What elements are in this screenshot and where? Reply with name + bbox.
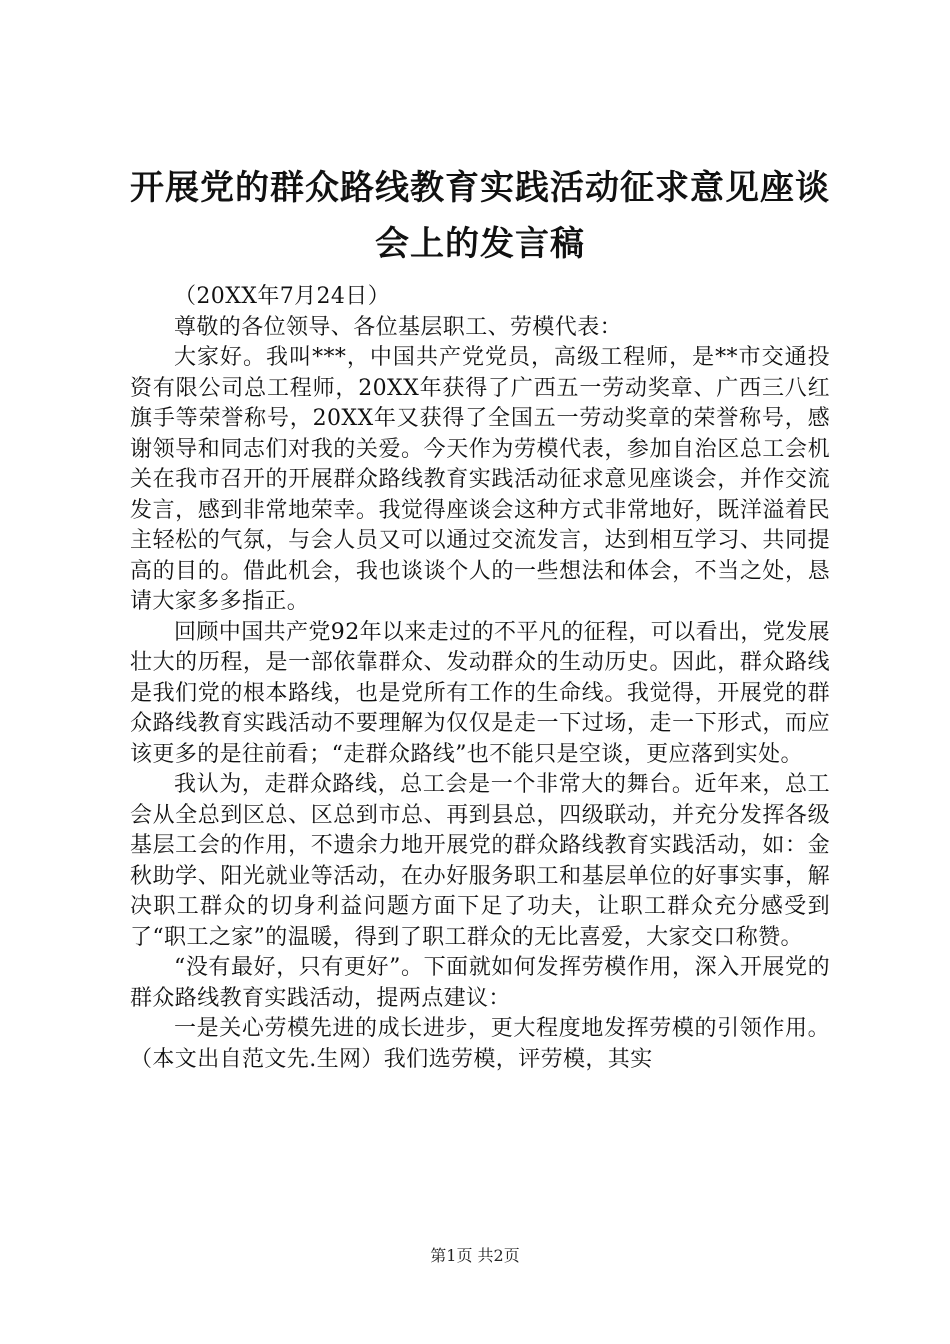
document-body bbox=[130, 282, 830, 1075]
paragraph-suggestions: “没有最好，只有更好”。下面就如何发挥劳模作用，深入开展党的群众路线教育实践活动，提两点建议： bbox=[130, 955, 830, 1011]
date-line: （20XX年7月24日） bbox=[174, 284, 391, 309]
document-title bbox=[130, 160, 830, 272]
title-line-1: 开展党的群众路线教育实践活动征求意见座谈 bbox=[130, 168, 830, 208]
document-page bbox=[130, 160, 830, 1075]
title-line-2: 会上的发言稿 bbox=[375, 224, 585, 264]
paragraph-intro: 大家好。我叫***，中国共产党党员，高级工程师，是**市交通投资有限公司总工程师，20XX年获得了广西五一劳动奖章、广西三八红旗手等荣誉称号，20XX年又获得了全国五一劳动奖章的荣誉称号，感谢领导和同志们对我的关爱。今天作为劳模代表，参加自治区总工会机关在我市召开的开展群众路线教育实践活动征求意见座谈会，并作交流发言，感到非常地荣幸。我觉得座谈会这种方式非常地好，既洋溢着民主轻松的气氛，与会人员又可以通过交流发言，达到相互学习、共同提高的目的。借此机会，我也谈谈个人的一些想法和体会，不当之处，恳请大家多多指正。 bbox=[130, 345, 830, 614]
page-number-footer: 第1页 共2页 bbox=[430, 1246, 520, 1265]
paragraph-first-point: 一是关心劳模先进的成长进步，更大程度地发挥劳模的引领作用。（本文出自范文先.生网）我们选劳模，评劳模，其实 bbox=[130, 1016, 830, 1072]
salutation: 尊敬的各位领导、各位基层职工、劳模代表： bbox=[174, 314, 623, 340]
paragraph-union: 我认为，走群众路线，总工会是一个非常大的舞台。近年来，总工会从全总到区总、区总到市总、再到县总，四级联动，并充分发挥各级基层工会的作用，不遗余力地开展党的群众路线教育实践活动，如：金秋助学、阳光就业等活动，在办好服务职工和基层单位的好事实事，解决职工群众的切身利益问题方面下足了功夫，让职工群众充分感受到了“职工之家”的温暖，得到了职工群众的无比喜爱，大家交口称赞。 bbox=[130, 772, 830, 950]
paragraph-history: 回顾中国共产党92年以来走过的不平凡的征程，可以看出，党发展壮大的历程，是一部依靠群众、发动群众的生动历史。因此，群众路线是我们党的根本路线，也是党所有工作的生命线。我觉得，开展党的群众路线教育实践活动不要理解为仅仅是走一下过场，走一下形式，而应该更多的是往前看；“走群众路线”也不能只是空谈，更应落到实处。 bbox=[130, 619, 830, 767]
